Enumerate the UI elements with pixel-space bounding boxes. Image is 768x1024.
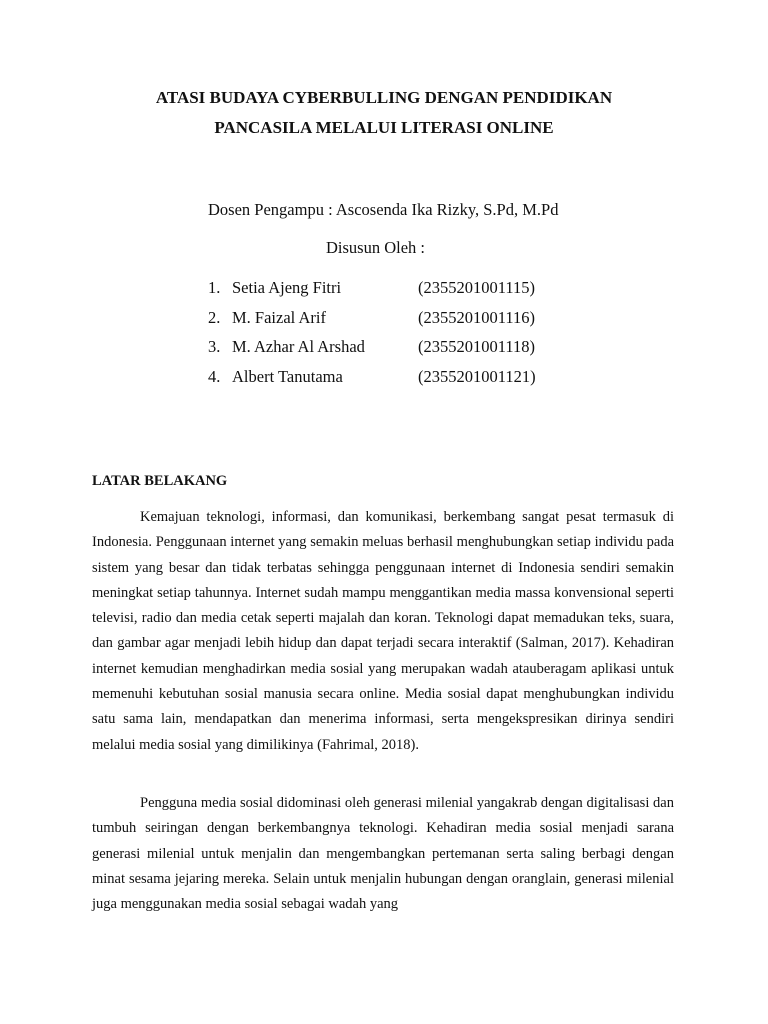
author-name: Albert Tanutama [232, 366, 343, 386]
author-id: (2355201001121) [418, 366, 536, 386]
author-name: Setia Ajeng Fitri [232, 278, 342, 297]
author-id: (2355201001118) [418, 337, 536, 356]
body-paragraph-2: Pengguna media sosial didominasi oleh generasi milenial yangakrab dengan digitalisasi dan tumbuh seiringan dengan berkembangnya teknologi. Kehadiran media sosial menjadi sarana generasi milenial untuk menjalin dan mengembangkan pertemanan serta saling berbagi dengan minat sesama jejaring mereka. Selain untuk menjalin hubungan dengan oranglain, generasi milenial juga menggunakan media sosial sebagai wadah yang [92, 795, 674, 913]
author-list [208, 276, 608, 394]
lecturer-line: Dosen Pengampu : Ascosenda Ika Rizky, S.Pd, M.Pd [208, 200, 559, 219]
author-name: M. Azhar Al Arshad [232, 337, 365, 356]
author-item [208, 306, 608, 336]
author-id: (2355201001116) [418, 307, 536, 327]
author-item [208, 276, 608, 306]
section-heading: LATAR BELAKANG [92, 473, 228, 489]
author-item [208, 365, 608, 395]
author-name: M. Faizal Arif [232, 307, 326, 327]
author-id: (2355201001115) [418, 278, 536, 297]
title-line-1: ATASI BUDAYA CYBERBULLING DENGAN PENDIDIKAN [155, 88, 613, 107]
author-number: 3. [208, 337, 221, 356]
author-number: 2. [208, 307, 221, 327]
author-number: 4. [208, 366, 221, 386]
author-number: 1. [208, 278, 221, 297]
body-paragraph-1: Kemajuan teknologi, informasi, dan komunikasi, berkembang sangat pesat termasuk di Indonesia. Penggunaan internet yang semakin meluas berhasil menghubungkan setiap individu pada sistem yang besar dan tidak terbatas sehingga penggunaan internet di Indonesia sendiri semakin meningkat setiap tahunnya. Internet sudah mampu menggantikan media massa konvensional seperti televisi, radio dan media cetak seperti majalah dan koran. Teknologi dapat memadukan teks, suara, dan gambar agar menjadi lebih hidup dan dapat terjadi secara interaktif (Salman, 2017). Kehadiran internet kemudian menghadirkan media sosial yang merupakan wadah atauberagam aplikasi untuk memenuhi kebutuhan sosial manusia secara online. Media sosial dapat menghubungkan individu satu sama lain, mendapatkan dan menerima informasi, serta mengekspresikan dirinya sendiri melalui media sosial yang dimilikinya (Fahrimal, 2018). [92, 509, 674, 753]
title-line-2: PANCASILA MELALUI LITERASI ONLINE [214, 118, 554, 137]
composed-by-label: Disusun Oleh : [326, 238, 425, 257]
author-item [208, 335, 608, 365]
